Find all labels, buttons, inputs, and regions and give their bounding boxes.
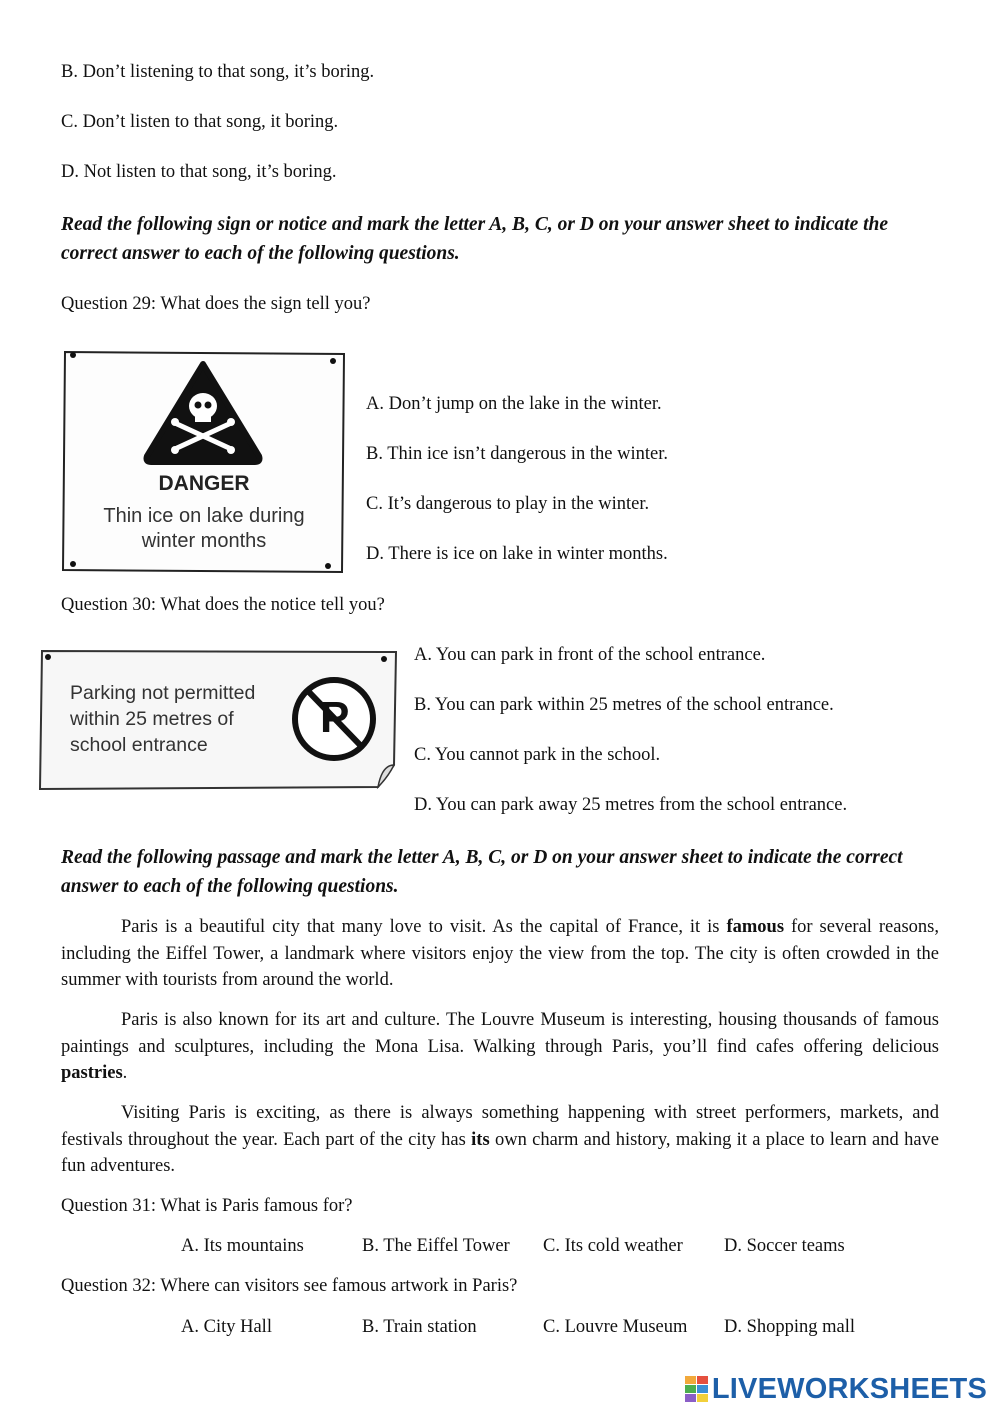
- notice-line-2: within 25 metres of: [70, 708, 234, 730]
- liveworksheets-logo[interactable]: [685, 1372, 987, 1406]
- q30-option-c: C. You cannot park in the school.: [414, 745, 661, 765]
- q29-option-c: C. It’s dangerous to play in the winter.: [366, 494, 650, 514]
- q30-option-d: D. You can park away 25 metres from the school entrance.: [414, 795, 848, 815]
- option-c-prev: C. Don’t listen to that song, it boring.: [61, 112, 339, 132]
- notice-line-3: school entrance: [70, 734, 208, 756]
- q32-option-a: A. City Hall: [181, 1317, 272, 1337]
- question-32: Question 32: Where can visitors see famous artwork in Paris?: [61, 1276, 518, 1296]
- q29-option-b: B. Thin ice isn’t dangerous in the winter.: [366, 444, 668, 464]
- q32-option-d: D. Shopping mall: [724, 1317, 856, 1337]
- option-b-prev: B. Don’t listening to that song, it’s boring.: [61, 62, 375, 82]
- sign-line-1: Thin ice on lake during: [103, 505, 305, 527]
- liveworksheets-logo-icon: [685, 1376, 709, 1402]
- q30-option-b: B. You can park within 25 metres of the school entrance.: [414, 695, 834, 715]
- q31-option-d: D. Soccer teams: [724, 1236, 845, 1256]
- passage-paragraph-2: Paris is also known for its art and culture. The Louvre Museum is interesting, housing thousands of famous paintings and sculptures, including the Mona Lisa. Walking through Paris, you’ll find cafes offering delicious pastries.: [61, 1010, 939, 1083]
- q31-option-a: A. Its mountains: [181, 1236, 304, 1256]
- bold-word-famous: famous: [726, 917, 785, 937]
- notice-line-1: Parking not permitted: [70, 682, 256, 704]
- q31-option-c: C. Its cold weather: [543, 1236, 683, 1256]
- q32-option-b: B. Train station: [362, 1317, 477, 1337]
- sign-line-2: winter months: [141, 530, 267, 552]
- liveworksheets-logo-text: LIVEWORKSHEETS: [711, 1372, 987, 1405]
- danger-sign: [61, 348, 347, 576]
- sign-title: DANGER: [158, 472, 250, 495]
- bold-word-its: its: [471, 1129, 490, 1150]
- q29-option-d: D. There is ice on lake in winter months.: [366, 544, 668, 564]
- passage-section-instruction: Read the following passage and mark the letter A, B, C, or D on your answer sheet to indicate the correct answer to each of the following questions.: [61, 847, 903, 897]
- passage-paragraph-1: Paris is a beautiful city that many love to visit. As the capital of France, it is famous for several reasons, including the Eiffel Tower, a landmark where visitors enjoy the view from the top. The city is often crowded in the summer with tourists from around the world.: [61, 917, 939, 990]
- question-30: Question 30: What does the notice tell you?: [61, 595, 385, 615]
- q29-option-a: A. Don’t jump on the lake in the winter.: [366, 394, 662, 414]
- bold-word-pastries: pastries: [61, 1063, 123, 1083]
- parking-notice: [38, 647, 400, 793]
- q31-option-b: B. The Eiffel Tower: [362, 1236, 510, 1256]
- question-31: Question 31: What is Paris famous for?: [61, 1196, 353, 1216]
- question-29: Question 29: What does the sign tell you?: [61, 294, 371, 314]
- sign-section-instruction: Read the following sign or notice and mark the letter A, B, C, or D on your answer sheet to indicate the correct answer to each of the following questions.: [61, 214, 889, 264]
- q30-option-a: A. You can park in front of the school entrance.: [414, 645, 766, 665]
- passage-paragraph-3: Visiting Paris is exciting, as there is always something happening with street performers, markets, and festivals throughout the year. Each part of the city has its own charm and history, making it a place to learn and have fun adventures.: [61, 1103, 940, 1176]
- parking-letter: P: [320, 693, 350, 742]
- q32-option-c: C. Louvre Museum: [543, 1317, 688, 1337]
- option-d-prev: D. Not listen to that song, it’s boring.: [61, 162, 337, 182]
